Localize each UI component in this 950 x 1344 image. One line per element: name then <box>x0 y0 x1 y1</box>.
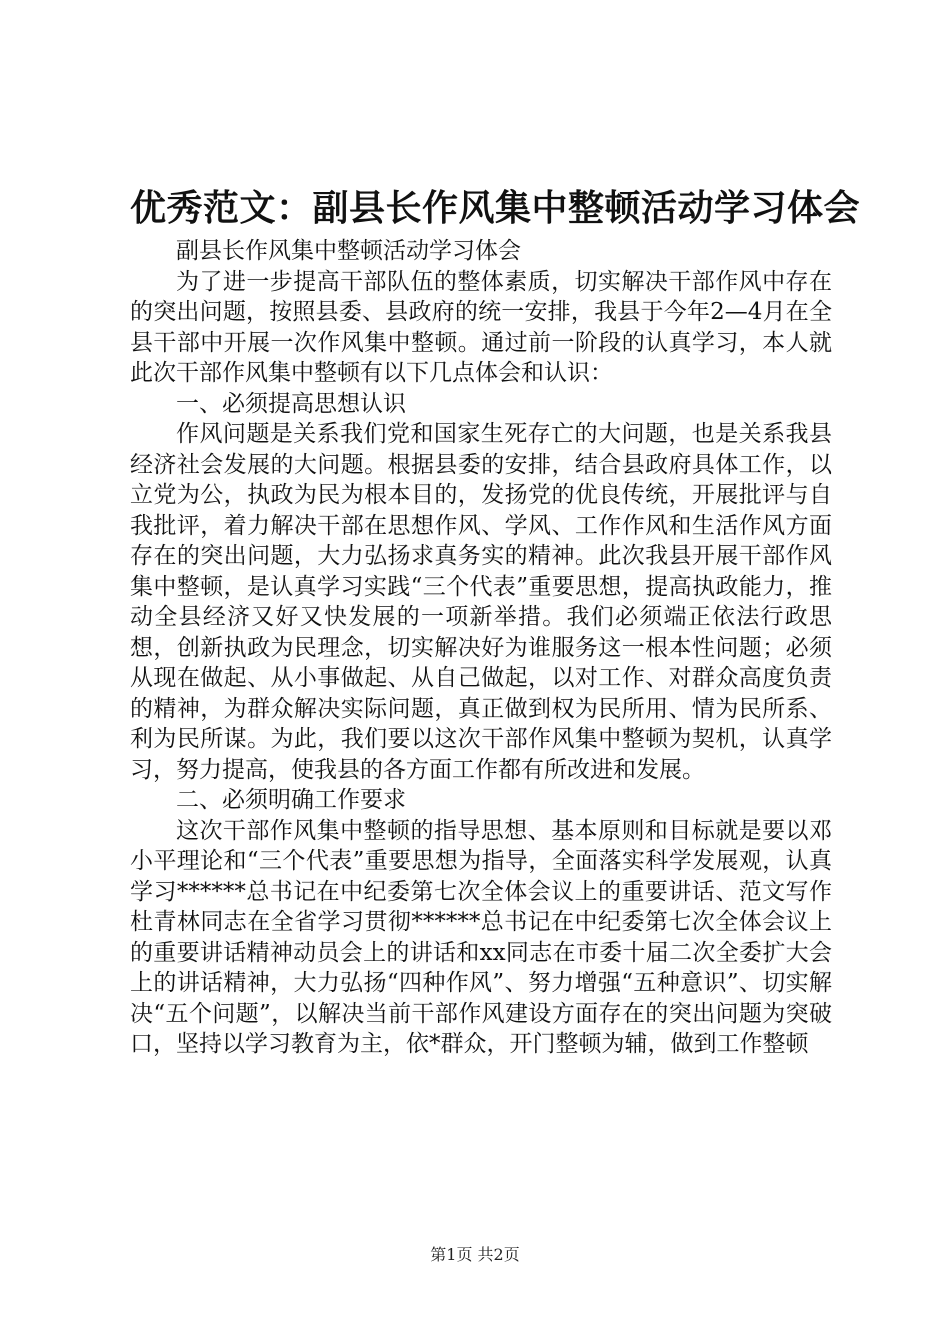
section-heading-2: 二、必须明确工作要求 <box>176 787 406 813</box>
paragraph-section-1: 作风问题是关系我们党和国家生死存亡的大问题，也是关系我县经济社会发展的大问题。根据县委的安排，结合县政府具体工作，以立党为公，执政为民为根本目的，发扬党的优良传统，开展批评与自我批评，着力解决干部在思想作风、学风、工作作风和生活作风方面存在的突出问题，大力弘扬求真务实的精神。此次我县开展干部作风集中整顿，是认真学习实践“三个代表”重要思想，提高执政能力，推动全县经济又好又快发展的一项新举措。我们必须端正依法行政思想，创新执政为民理念，切实解决好为谁服务这一根本性问题；必须从现在做起、从小事做起、从自己做起，以对工作、对群众高度负责的精神，为群众解决实际问题，真正做到权为民所用、情为民所系、利为民所谋。为此，我们要以这次干部作风集中整顿为契机，认真学习，努力提高，使我县的各方面工作都有所改进和发展。 <box>130 421 832 783</box>
page-number-footer: 第1页 共2页 <box>430 1245 520 1264</box>
paragraph-subtitle: 副县长作风集中整顿活动学习体会 <box>176 238 521 264</box>
section-heading-1: 一、必须提高思想认识 <box>176 390 406 417</box>
paragraph-intro: 为了进一步提高干部队伍的整体素质，切实解决干部作风中存在的突出问题，按照县委、县政府的统一安排，我县于今年2—4月在全县干部中开展一次作风集中整顿。通过前一阶段的认真学习，本人就此次干部作风集中整顿有以下几点体会和认识： <box>130 268 832 386</box>
paragraph-section-2: 这次干部作风集中整顿的指导思想、基本原则和目标就是要以邓小平理论和“三个代表”重要思想为指导，全面落实科学发展观，认真学习******总书记在中纪委第七次全体会议上的重要讲话、范文写作杜青林同志在全省学习贯彻******总书记在中纪委第七次全体会议上的重要讲话精神动员会上的讲话和xx同志在市委十届二次全委扩大会上的讲话精神，大力弘扬“四种作风”、努力增强“五种意识”、切实解决“五个问题”，以解决当前干部作风建设方面存在的突出问题为突破口，坚持以学习教育为主，依*群众，开门整顿为辅，做到工作整顿 <box>130 817 832 1057</box>
document-title: 优秀范文：副县长作风集中整顿活动学习体会 <box>130 187 861 229</box>
document-body <box>130 236 832 1060</box>
